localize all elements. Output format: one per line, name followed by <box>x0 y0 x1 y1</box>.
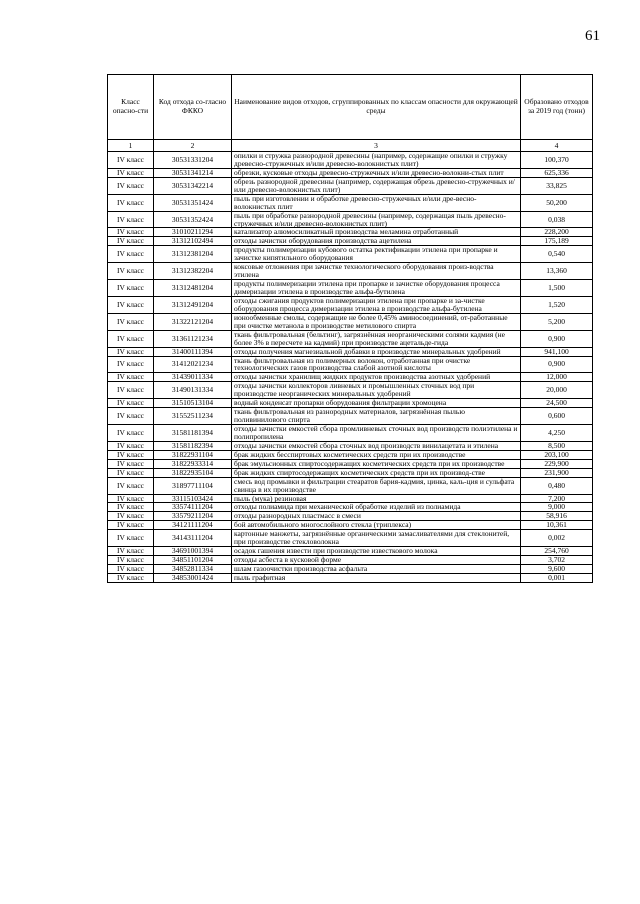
hazard-class-cell: IV класс <box>108 503 154 512</box>
header-fkko-code: Код отхода со-гласно ФККО <box>154 75 232 140</box>
hazard-class-cell: IV класс <box>108 512 154 521</box>
column-number: 2 <box>154 140 232 152</box>
table-row <box>108 194 593 211</box>
table-row <box>108 441 593 450</box>
amount-cell: 0,480 <box>521 477 593 494</box>
fkko-code-cell: 31822933314 <box>154 459 232 468</box>
waste-name-cell: ткань фильтровальная из полимерных волокон, отработанная при очистке технологических газов производства слабой азотной кислоты <box>232 356 521 373</box>
hazard-class-cell: IV класс <box>108 573 154 582</box>
waste-name-cell: осадок гашения извести при производстве известкового молока <box>232 547 521 556</box>
table-row <box>108 246 593 263</box>
column-number: 1 <box>108 140 154 152</box>
waste-name-cell: отходы зачистки коллекторов ливневых и промышленных сточных вод при производстве неорганических минеральных удобрений <box>232 382 521 399</box>
amount-cell: 24,500 <box>521 399 593 408</box>
waste-name-cell: отходы зачистки хранилищ жидких продуктов производства азотных удобрений <box>232 373 521 382</box>
table-row <box>108 408 593 425</box>
fkko-code-cell: 33574111204 <box>154 503 232 512</box>
amount-cell: 0,900 <box>521 330 593 347</box>
hazard-class-cell: IV класс <box>108 441 154 450</box>
amount-cell: 0,540 <box>521 246 593 263</box>
amount-cell: 0,900 <box>521 356 593 373</box>
waste-name-cell: обрезь разнородной древесины (например, содержащая обрезь древесно-стружечных и/или древесно-волокнистых плит) <box>232 177 521 194</box>
hazard-class-cell: IV класс <box>108 521 154 530</box>
table-row <box>108 347 593 356</box>
fkko-code-cell: 34121111204 <box>154 521 232 530</box>
waste-name-cell: обрезки, кусковые отходы древесно-стружечных и/или древесно-волокни-стых плит <box>232 168 521 177</box>
hazard-class-cell: IV класс <box>108 211 154 228</box>
waste-table <box>107 74 593 583</box>
fkko-code-cell: 31312381204 <box>154 246 232 263</box>
amount-cell: 0,038 <box>521 211 593 228</box>
fkko-code-cell: 31312491204 <box>154 296 232 313</box>
fkko-code-cell: 30531342214 <box>154 177 232 194</box>
amount-cell: 625,336 <box>521 168 593 177</box>
amount-cell: 12,000 <box>521 373 593 382</box>
fkko-code-cell: 31822931104 <box>154 450 232 459</box>
table-row <box>108 168 593 177</box>
waste-name-cell: ткань фильтровальная из разнородных материалов, загрязнённая пылью поливинилового спирта <box>232 408 521 425</box>
waste-name-cell: брак жидких бесспиртовых косметических средств при их производстве <box>232 450 521 459</box>
waste-name-cell: шлам газоочистки производства асфальта <box>232 565 521 574</box>
amount-cell: 100,370 <box>521 152 593 169</box>
fkko-code-cell: 30531331204 <box>154 152 232 169</box>
fkko-code-cell: 34691001394 <box>154 547 232 556</box>
amount-cell: 3,702 <box>521 556 593 565</box>
fkko-code-cell: 30531352424 <box>154 211 232 228</box>
hazard-class-cell: IV класс <box>108 296 154 313</box>
table-row <box>108 313 593 330</box>
table-row <box>108 530 593 547</box>
waste-name-cell: продукты полимеризации кубового остатка ректификации этилена при пропарке и зачистке кипятильного оборудования <box>232 246 521 263</box>
hazard-class-cell: IV класс <box>108 450 154 459</box>
amount-cell: 4,250 <box>521 425 593 442</box>
waste-name-cell: пыль при обработке разнородной древесины (например, содержащая пыль древесно-стружечных и/или древесно-волокнистых плит) <box>232 211 521 228</box>
waste-name-cell: отходы сжигания продуктов полимеризации этилена при пропарке и за-чистке оборудования процесса димеризации этилена в производстве альфа-бутилена <box>232 296 521 313</box>
hazard-class-cell: IV класс <box>108 468 154 477</box>
amount-cell: 175,189 <box>521 237 593 246</box>
amount-cell: 20,000 <box>521 382 593 399</box>
waste-name-cell: пыль (мука) резиновая <box>232 494 521 503</box>
amount-cell: 8,500 <box>521 441 593 450</box>
fkko-code-cell: 33115103424 <box>154 494 232 503</box>
hazard-class-cell: IV класс <box>108 556 154 565</box>
hazard-class-cell: IV класс <box>108 228 154 237</box>
hazard-class-cell: IV класс <box>108 373 154 382</box>
amount-cell: 13,360 <box>521 263 593 280</box>
waste-name-cell: катализатор алюмосиликатный производства меламина отработанный <box>232 228 521 237</box>
waste-name-cell: отходы зачистки емкостей сбора промливневых сточных вод производств полиэтилена и полипропилена <box>232 425 521 442</box>
amount-cell: 10,361 <box>521 521 593 530</box>
fkko-code-cell: 31581182394 <box>154 441 232 450</box>
page-number: 61 <box>585 28 600 44</box>
table-row <box>108 477 593 494</box>
hazard-class-cell: IV класс <box>108 177 154 194</box>
table-row <box>108 356 593 373</box>
amount-cell: 5,200 <box>521 313 593 330</box>
hazard-class-cell: IV класс <box>108 530 154 547</box>
amount-cell: 229,900 <box>521 459 593 468</box>
amount-cell: 7,200 <box>521 494 593 503</box>
hazard-class-cell: IV класс <box>108 425 154 442</box>
amount-cell: 1,520 <box>521 296 593 313</box>
fkko-code-cell: 31361121234 <box>154 330 232 347</box>
waste-name-cell: опилки и стружка разнородной древесины (например, содержащие опилки и стружку древесно-стружечных и/или древесно-волокнистых плит) <box>232 152 521 169</box>
amount-cell: 0,600 <box>521 408 593 425</box>
fkko-code-cell: 31581181394 <box>154 425 232 442</box>
table-row <box>108 425 593 442</box>
column-number: 4 <box>521 140 593 152</box>
table-row <box>108 263 593 280</box>
fkko-code-cell: 34852811334 <box>154 565 232 574</box>
hazard-class-cell: IV класс <box>108 263 154 280</box>
hazard-class-cell: IV класс <box>108 168 154 177</box>
hazard-class-cell: IV класс <box>108 280 154 297</box>
hazard-class-cell: IV класс <box>108 330 154 347</box>
fkko-code-cell: 31439011334 <box>154 373 232 382</box>
waste-name-cell: водный конденсат пропарки оборудования фильтрации хромоцена <box>232 399 521 408</box>
table-row <box>108 330 593 347</box>
waste-name-cell: ткань фильтровальная (бельтинг), загрязнённая неорганическими солями кадмия (не более 3% в пересчете на кадмий) при производстве ацетальде-гида <box>232 330 521 347</box>
waste-name-cell: отходы зачистки емкостей сбора сточных вод производств винилацетата и этилена <box>232 441 521 450</box>
table-row <box>108 280 593 297</box>
amount-cell: 228,200 <box>521 228 593 237</box>
hazard-class-cell: IV класс <box>108 347 154 356</box>
amount-cell: 0,001 <box>521 573 593 582</box>
column-number-row <box>108 140 593 152</box>
waste-name-cell: отходы зачистки оборудования производства ацетилена <box>232 237 521 246</box>
fkko-code-cell: 31312481204 <box>154 280 232 297</box>
fkko-code-cell: 31010211294 <box>154 228 232 237</box>
fkko-code-cell: 31490131334 <box>154 382 232 399</box>
amount-cell: 9,000 <box>521 503 593 512</box>
hazard-class-cell: IV класс <box>108 246 154 263</box>
fkko-code-cell: 31400111394 <box>154 347 232 356</box>
column-number: 3 <box>232 140 521 152</box>
waste-name-cell: отходы разнородных пластмасс в смеси <box>232 512 521 521</box>
hazard-class-cell: IV класс <box>108 547 154 556</box>
amount-cell: 33,825 <box>521 177 593 194</box>
amount-cell: 50,200 <box>521 194 593 211</box>
waste-name-cell: продукты полимеризации этилена при пропарке и зачистке оборудования процесса димеризации этилена в производстве альфа-бутилена <box>232 280 521 297</box>
table-row <box>108 450 593 459</box>
waste-name-cell: картонные манжеты, загрязнённые органическими замасливателями для стеклонитей, при производстве стекловолокна <box>232 530 521 547</box>
hazard-class-cell: IV класс <box>108 237 154 246</box>
waste-name-cell: смесь вод промывки и фильтрации стеаратов бария-кадмия, цинка, каль-ция и сульфата свинца в их производстве <box>232 477 521 494</box>
waste-name-cell: отходы полиамида при механической обработке изделий из полиамида <box>232 503 521 512</box>
table-body <box>108 152 593 583</box>
hazard-class-cell: IV класс <box>108 356 154 373</box>
amount-cell: 9,600 <box>521 565 593 574</box>
waste-name-cell: бой автомобильного многослойного стекла (триплекса) <box>232 521 521 530</box>
hazard-class-cell: IV класс <box>108 565 154 574</box>
waste-name-cell: пыль графитная <box>232 573 521 582</box>
header-hazard-class: Класс опасно-сти <box>108 75 154 140</box>
hazard-class-cell: IV класс <box>108 408 154 425</box>
amount-cell: 1,500 <box>521 280 593 297</box>
fkko-code-cell: 31312382204 <box>154 263 232 280</box>
amount-cell: 58,916 <box>521 512 593 521</box>
table-row <box>108 211 593 228</box>
hazard-class-cell: IV класс <box>108 313 154 330</box>
fkko-code-cell: 31322121204 <box>154 313 232 330</box>
table-row <box>108 177 593 194</box>
fkko-code-cell: 31412021234 <box>154 356 232 373</box>
fkko-code-cell: 34143111204 <box>154 530 232 547</box>
fkko-code-cell: 30531341214 <box>154 168 232 177</box>
table-row <box>108 296 593 313</box>
fkko-code-cell: 31822935104 <box>154 468 232 477</box>
header-waste-name: Наименование видов отходов, сгруппированных по классам опасности для окружающей среды <box>232 75 521 140</box>
fkko-code-cell: 30531351424 <box>154 194 232 211</box>
fkko-code-cell: 34851101204 <box>154 556 232 565</box>
waste-name-cell: отходы получения магнезиальной добавки в производстве минеральных удобрений <box>232 347 521 356</box>
amount-cell: 203,100 <box>521 450 593 459</box>
fkko-code-cell: 31510513104 <box>154 399 232 408</box>
amount-cell: 231,900 <box>521 468 593 477</box>
table-row <box>108 152 593 169</box>
fkko-code-cell: 31897711104 <box>154 477 232 494</box>
waste-name-cell: коксовые отложения при зачистке технологического оборудования произ-водства этилена <box>232 263 521 280</box>
table-row <box>108 459 593 468</box>
header-amount: Образовано отходов за 2019 год (тонн) <box>521 75 593 140</box>
fkko-code-cell: 33579211204 <box>154 512 232 521</box>
hazard-class-cell: IV класс <box>108 477 154 494</box>
hazard-class-cell: IV класс <box>108 459 154 468</box>
waste-name-cell: брак эмульсионных спиртосодержащих косметических средств при их производстве <box>232 459 521 468</box>
waste-name-cell: пыль при изготовлении и обработке древесно-стружечных и/или дре-весно-волокнистых плит <box>232 194 521 211</box>
table-row <box>108 468 593 477</box>
header-row <box>108 75 593 140</box>
table-row <box>108 573 593 582</box>
fkko-code-cell: 31312102494 <box>154 237 232 246</box>
amount-cell: 254,760 <box>521 547 593 556</box>
table-row <box>108 382 593 399</box>
fkko-code-cell: 34853001424 <box>154 573 232 582</box>
hazard-class-cell: IV класс <box>108 494 154 503</box>
fkko-code-cell: 31552511234 <box>154 408 232 425</box>
hazard-class-cell: IV класс <box>108 194 154 211</box>
amount-cell: 941,100 <box>521 347 593 356</box>
waste-name-cell: ионообменные смолы, содержащие не более 0,45% аминосоединений, от-работанные при очистке метанола в производстве метилового спирта <box>232 313 521 330</box>
hazard-class-cell: IV класс <box>108 399 154 408</box>
waste-name-cell: отходы асбеста в кусковой форме <box>232 556 521 565</box>
hazard-class-cell: IV класс <box>108 382 154 399</box>
hazard-class-cell: IV класс <box>108 152 154 169</box>
amount-cell: 0,002 <box>521 530 593 547</box>
waste-name-cell: брак жидких спиртосодержащих косметических средств при их производ-стве <box>232 468 521 477</box>
